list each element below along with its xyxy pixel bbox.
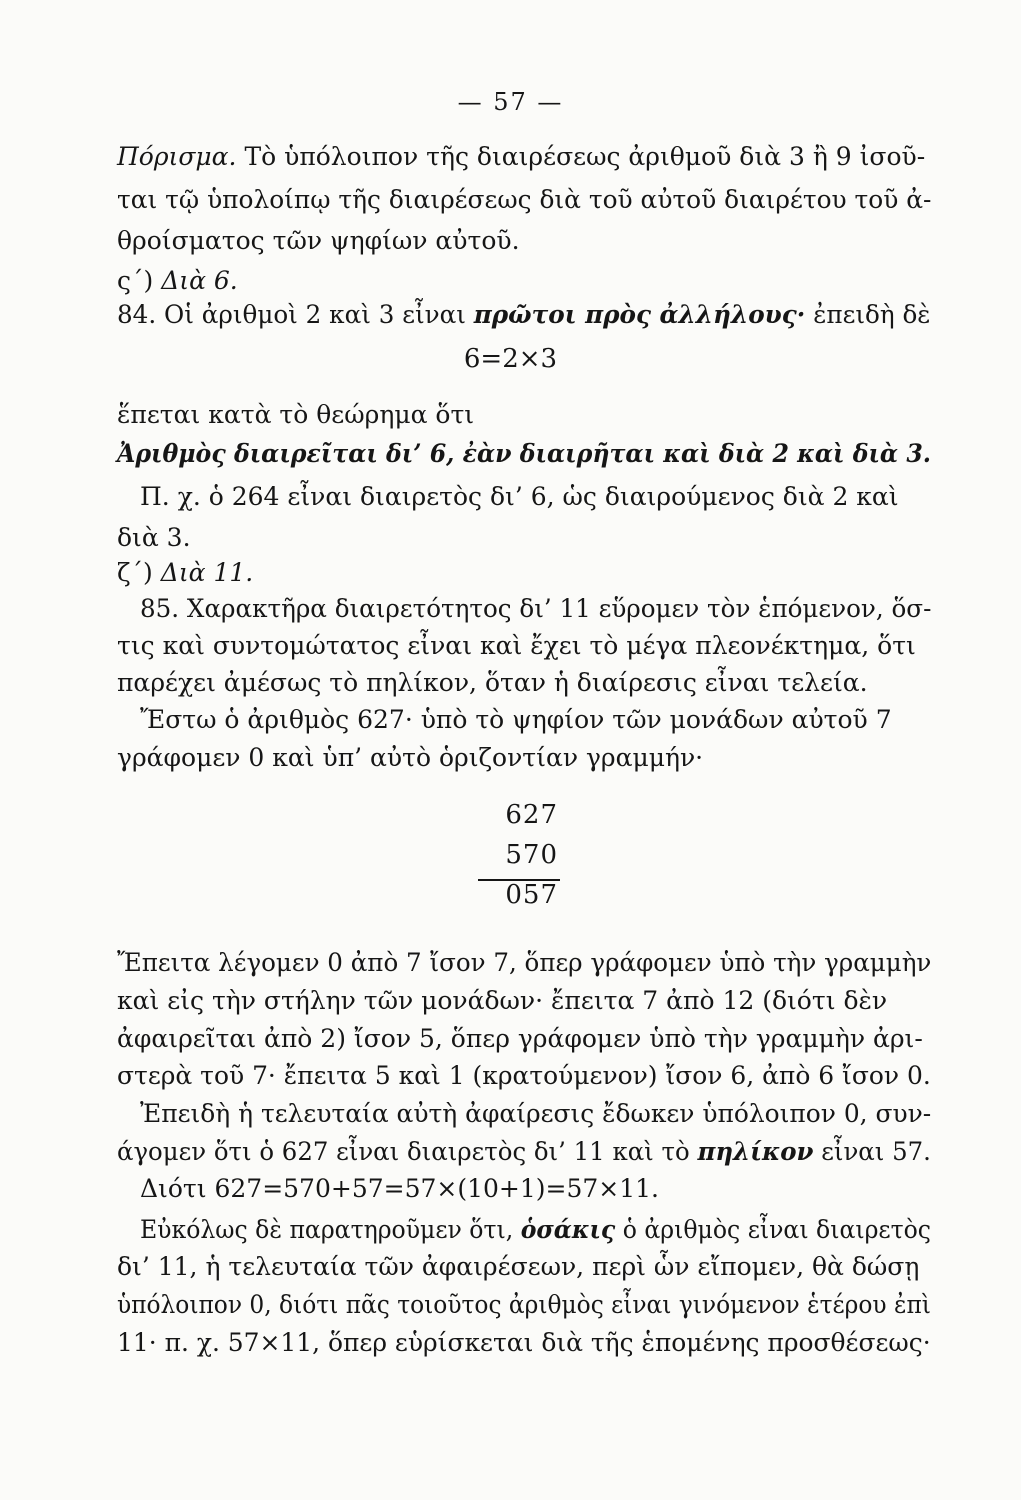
observation-line-1 [140,1213,931,1247]
par-84-emphasis: πρῶτοι πρὸς ἀλλήλους· [473,300,806,329]
porisma-line-1 [117,140,925,174]
observation-line-2: δι’ 11, ἡ τελευταία τῶν ἀφαιρέσεων, περὶ ὧν εἴπομεν, θὰ δώσῃ [117,1252,920,1281]
par-84-number: 84. [117,300,157,329]
section-7-number: ζ´) [117,558,153,587]
page-number: — 57 — [457,88,564,116]
observation-line-4: 11· π. χ. 57×11, ὅπερ εὑρίσκεται διὰ τῆς ἑπομένης προσθέσεως· [117,1328,931,1357]
section-7-heading [117,556,253,590]
proof-equation: Διότι 627=570+57=57×(10+1)=57×11. [140,1174,659,1203]
osakis-word: ὁσάκις [520,1215,616,1244]
explanation-line-6-c: εἶναι 57. [821,1137,931,1166]
observation-line-3: ὑπόλοιπον 0, διότι πᾶς τοιοῦτος ἀριθμὸς εἶναι γινόμενον ἑτέρου ἐπὶ [117,1290,931,1319]
example-264-line-1: Π. χ. ὁ 264 εἶναι διαιρετὸς δι’ 6, ὡς διαιρούμενος διὰ 2 καὶ [140,482,899,511]
subtraction-result: 057 [505,880,558,910]
section-7-title: Διὰ 11. [160,558,254,587]
par-85-line-2: τις καὶ συντομώτατος εἶναι καὶ ἔχει τὸ μέγα πλεονέκτημα, ὅτι [117,631,916,660]
par-85-line-3: παρέχει ἀμέσως τὸ πηλίκον, ὅταν ἡ διαίρεσις εἶναι τελεία. [117,668,868,697]
par-85-line-1: 85. Χαρακτῆρα διαιρετότητος δι’ 11 εὕρομεν τὸν ἑπόμενον, ὅσ- [140,594,932,623]
par-84-line-2: ἕπεται κατὰ τὸ θεώρημα ὅτι [117,400,475,429]
par-85-line-5: γράφομεν 0 καὶ ὑπ’ αὐτὸ ὁριζοντίαν γραμμήν· [117,743,704,772]
porisma-line-3: θροίσματος τῶν ψηφίων αὐτοῦ. [117,226,520,255]
subtraction-top: 627 [505,800,558,830]
equation-6-2x3: 6=2×3 [463,344,558,374]
explanation-line-6 [117,1135,931,1169]
porisma-label: Πόρισμα. [117,142,237,171]
par-84-text-c: ἐπειδὴ δὲ [813,300,931,329]
theorem-divisibility-6: Ἀριθμὸς διαιρεῖται δι’ 6, ἐὰν διαιρῆται καὶ διὰ 2 καὶ διὰ 3. [117,439,931,468]
explanation-line-4: στερὰ τοῦ 7· ἔπειτα 5 καὶ 1 (κρατούμενον) ἴσον 6, ἀπὸ 6 ἴσον 0. [117,1061,931,1090]
par-85-line-4: Ἔστω ὁ ἀριθμὸς 627· ὑπὸ τὸ ψηφίον τῶν μονάδων αὐτοῦ 7 [140,705,892,734]
explanation-line-6-a: άγομεν ὅτι ὁ 627 εἶναι διαιρετὸς δι’ 11 καὶ τὸ [117,1137,690,1166]
explanation-line-1: Ἔπειτα λέγομεν 0 ἀπὸ 7 ἴσον 7, ὅπερ γράφομεν ὑπὸ τὴν γραμμὴν [117,948,932,977]
par-84-line-1 [117,298,931,332]
section-6-title: Διὰ 6. [161,266,238,295]
explanation-line-5: Ἐπειδὴ ἡ τελευταία αὐτὴ ἀφαίρεσις ἔδωκεν ὑπόλοιπον 0, συν- [140,1099,932,1128]
quotient-word: πηλίκον [697,1137,814,1166]
porisma-line-2: ται τῷ ὑπολοίπῳ τῆς διαιρέσεως διὰ τοῦ αὐτοῦ διαιρέτου τοῦ ἀ- [117,185,932,214]
subtraction-middle: 570 [505,840,558,870]
porisma-text-1: Τὸ ὑπόλοιπον τῆς διαιρέσεως ἀριθμοῦ διὰ 3 ἢ 9 ἰσοῦ- [244,142,926,171]
section-6-heading [117,264,238,298]
example-264-line-2: διὰ 3. [117,523,191,552]
explanation-line-2: καὶ εἰς τὴν στήλην τῶν μονάδων· ἔπειτα 7 ἀπὸ 12 (διότι δὲν [117,986,888,1015]
explanation-line-3: ἀφαιρεῖται ἀπὸ 2) ἴσον 5, ὅπερ γράφομεν ὑπὸ τὴν γραμμὴν ἀρι- [117,1024,923,1053]
observation-line-1-c: ὁ ἀριθμὸς εἶναι διαιρετὸς [622,1215,931,1244]
par-84-text-a: Οἱ ἀριθμοὶ 2 καὶ 3 εἶναι [164,300,466,329]
section-6-number: ς´) [117,266,154,295]
observation-line-1-a: Εὐκόλως δὲ παρατηροῦμεν ὅτι, [140,1215,514,1244]
